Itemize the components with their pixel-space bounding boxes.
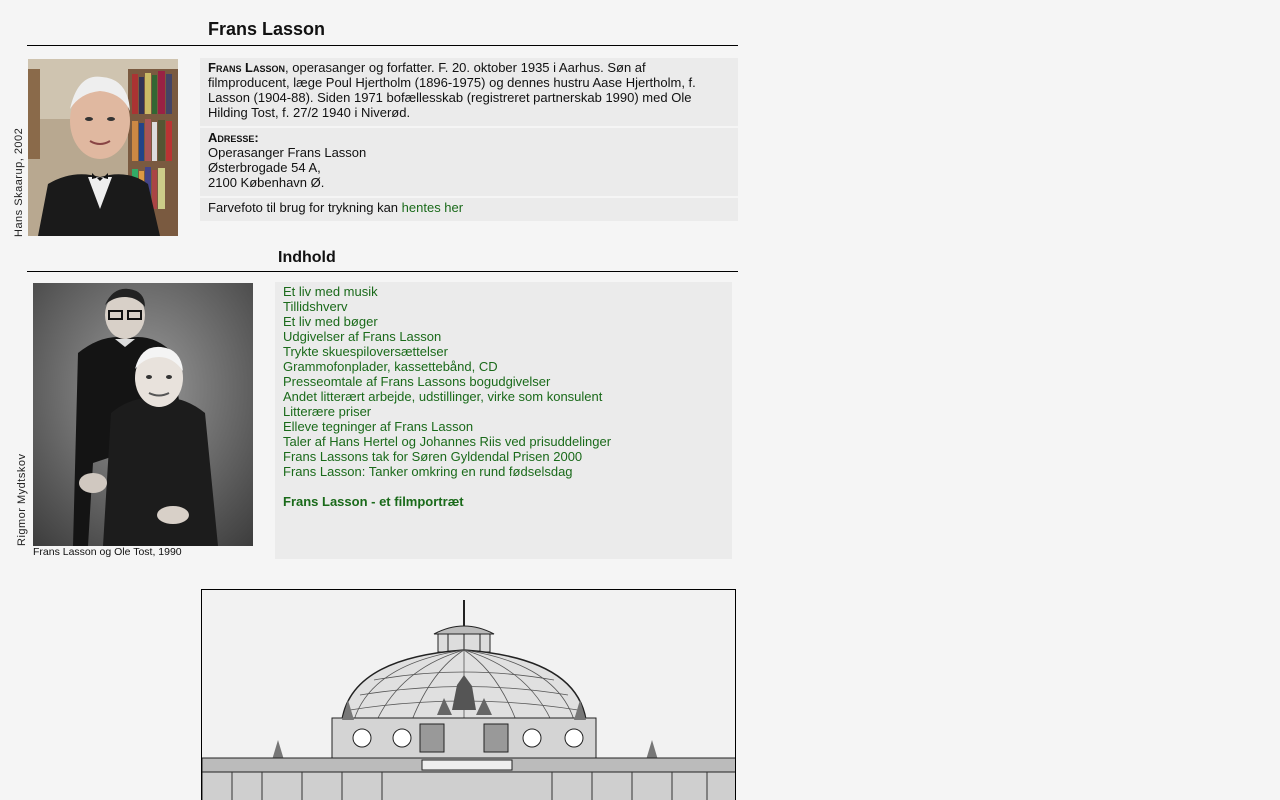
page-title: Frans Lasson xyxy=(208,19,326,39)
bio-name: Frans Lasson xyxy=(208,60,286,75)
contents-divider xyxy=(27,271,738,272)
photo-credit-top: Hans Skaarup, 2002 xyxy=(13,127,25,237)
photo-download-text: Farvefoto til brug for trykning kan xyxy=(208,200,402,215)
photo-caption: Frans Lasson og Ole Tost, 1990 xyxy=(33,546,182,558)
toc-link-tillidshverv[interactable]: Tillidshverv xyxy=(283,299,348,314)
toc-link-taler[interactable]: Taler af Hans Hertel og Johannes Riis ved prisuddelinger xyxy=(283,434,612,449)
contents-list xyxy=(275,282,732,559)
toc-link-elleve-tegninger[interactable]: Elleve tegninger af Frans Lasson xyxy=(283,419,474,434)
toc-link-filmportraet[interactable]: Frans Lasson - et filmportræt xyxy=(283,494,464,509)
toc-link-liv-med-musik[interactable]: Et liv med musik xyxy=(283,284,378,299)
bio-text: , operasanger og forfatter. F. 20. oktober 1935 i Aarhus. Søn af filmproducent, læge Poul Hjertholm (1896-1975) og dennes hustru Aase Hjertholm, f. Lasson (1904-88). Siden 1971 bofællesskab (registreret partnerskab 1990) med Ole Hilding Tost, f. 27/2 1940 i Niverød. xyxy=(208,60,696,120)
toc-link-liv-med-boger[interactable]: Et liv med bøger xyxy=(283,314,378,329)
toc-link-grammofonplader[interactable]: Grammofonplader, kassettebånd, CD xyxy=(283,359,498,374)
address-line-3: 2100 København Ø. xyxy=(208,175,325,190)
title-divider xyxy=(27,45,738,46)
address-line-2: Østerbrogade 54 A, xyxy=(208,160,321,175)
address-line-1: Operasanger Frans Lasson xyxy=(208,145,367,160)
toc-link-presseomtale[interactable]: Presseomtale af Frans Lassons bogudgivelser xyxy=(283,374,551,389)
toc-link-litteraere-priser[interactable]: Litterære priser xyxy=(283,404,372,419)
address-box xyxy=(200,128,738,196)
portrait-photo xyxy=(28,59,178,236)
bio-box xyxy=(200,58,738,126)
photo-download-link[interactable]: hentes her xyxy=(401,200,464,215)
contents-heading: Indhold xyxy=(278,249,336,266)
theatre-illustration xyxy=(201,589,736,800)
couple-photo xyxy=(33,283,253,546)
address-label: Adresse: xyxy=(208,130,259,145)
photo-download-box xyxy=(200,198,738,221)
toc-link-tanker-fodselsdag[interactable]: Frans Lasson: Tanker omkring en rund fødselsdag xyxy=(283,464,573,479)
photo-credit-middle: Rigmor Mydtskov xyxy=(16,453,28,546)
toc-link-skuespiloversaettelser[interactable]: Trykte skuespiloversættelser xyxy=(283,344,448,359)
toc-link-tak-gyldendal[interactable]: Frans Lassons tak for Søren Gyldendal Prisen 2000 xyxy=(283,449,583,464)
toc-link-andet-litteraert-arbejde[interactable]: Andet litterært arbejde, udstillinger, virke som konsulent xyxy=(283,389,603,404)
toc-link-udgivelser[interactable]: Udgivelser af Frans Lasson xyxy=(283,329,442,344)
